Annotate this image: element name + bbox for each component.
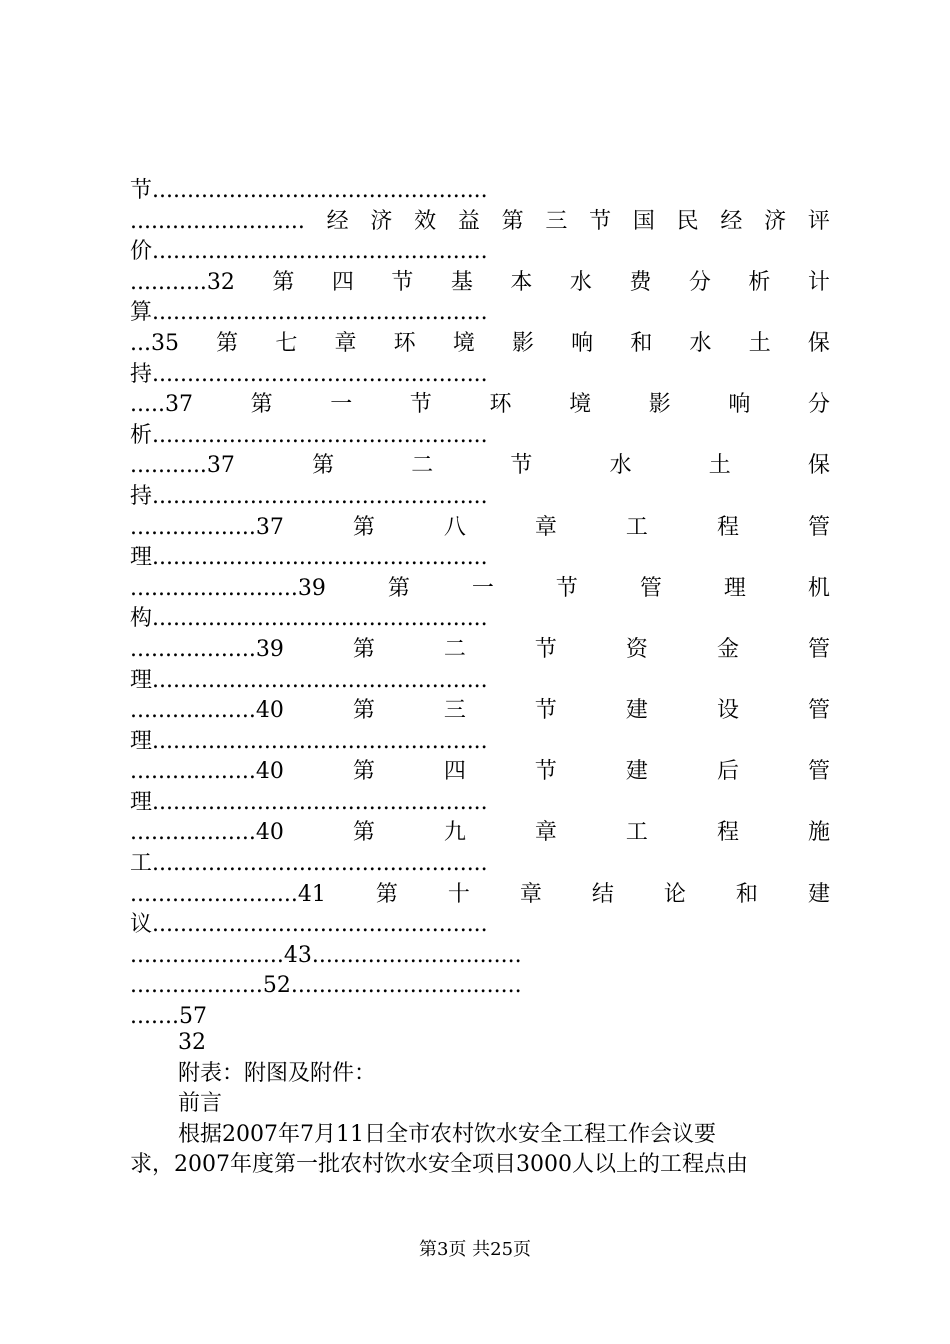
toc-line-token: ...35 bbox=[130, 330, 179, 356]
toc-line-token: 管 bbox=[807, 759, 830, 785]
toc-line-token: 章 bbox=[334, 330, 357, 356]
toc-line-token: 第 bbox=[387, 575, 410, 601]
toc-line-token: 理................................................ bbox=[130, 667, 488, 693]
toc-line-token: 章 bbox=[534, 514, 557, 540]
toc-line-token: 土 bbox=[748, 330, 771, 356]
toc-line-token: 益 bbox=[457, 208, 480, 234]
toc-line-token: 水 bbox=[689, 330, 712, 356]
toc-line-token: 第 bbox=[352, 636, 375, 662]
toc-line-token: ..................40 bbox=[130, 759, 284, 785]
toc-line-token: 四 bbox=[443, 759, 466, 785]
toc-line-token: 四 bbox=[331, 269, 354, 295]
toc-line-token: 分 bbox=[688, 269, 711, 295]
toc-line-token: 章 bbox=[519, 881, 542, 907]
toc-line bbox=[130, 482, 830, 513]
toc-line-token: 析................................................ bbox=[130, 422, 488, 448]
toc-line-token: ..................40 bbox=[130, 820, 284, 846]
toc-line-token: 理 bbox=[723, 575, 746, 601]
toc-line bbox=[130, 941, 830, 972]
toc-line-token: 析 bbox=[748, 269, 771, 295]
toc-line-token: 二 bbox=[411, 453, 434, 479]
toc-line-token: 节 bbox=[534, 636, 557, 662]
toc-line bbox=[130, 298, 830, 329]
toc-line-token: 价................................................ bbox=[130, 239, 488, 265]
toc-line-token: 第 bbox=[272, 269, 295, 295]
toc-line bbox=[130, 513, 830, 544]
toc-line bbox=[130, 818, 830, 849]
toc-line-token: 三 bbox=[545, 208, 568, 234]
toc-line-token: 理................................................ bbox=[130, 728, 488, 754]
toc-line bbox=[130, 788, 830, 819]
toc-line bbox=[130, 451, 830, 482]
toc-line-token: 施 bbox=[807, 820, 830, 846]
toc-line-token: 计 bbox=[807, 269, 830, 295]
toc-line-token: 建 bbox=[807, 881, 830, 907]
toc-line-token: 三 bbox=[443, 698, 466, 724]
toc-line-token: 民 bbox=[676, 208, 699, 234]
toc-line bbox=[130, 910, 830, 941]
toc-line-token: 国 bbox=[632, 208, 655, 234]
toc-line-token: 二 bbox=[443, 636, 466, 662]
toc-line bbox=[130, 849, 830, 880]
toc-line-token: 设 bbox=[716, 698, 739, 724]
toc-page-number: 32 bbox=[178, 1030, 206, 1055]
toc-line-token: 节 bbox=[510, 453, 533, 479]
toc-line-token: 一 bbox=[471, 575, 494, 601]
toc-line bbox=[130, 237, 830, 268]
toc-line-token: 和 bbox=[630, 330, 653, 356]
toc-line-token: 第 bbox=[216, 330, 239, 356]
toc-line-token: 影 bbox=[648, 392, 671, 418]
toc-line-token: 保 bbox=[807, 330, 830, 356]
toc-line bbox=[130, 360, 830, 391]
toc-line-token: 响 bbox=[571, 330, 594, 356]
toc-line-token: 持................................................ bbox=[130, 361, 488, 387]
toc-line-token: 建 bbox=[625, 698, 648, 724]
toc-line bbox=[130, 971, 830, 1002]
toc-line-token: ........................41 bbox=[130, 881, 326, 907]
toc-line-token: 本 bbox=[510, 269, 533, 295]
toc-line-token: 影 bbox=[512, 330, 535, 356]
toc-line-token: 环 bbox=[489, 392, 512, 418]
toc-line-token: 工................................................ bbox=[130, 851, 488, 877]
toc-line-token: 节 bbox=[534, 698, 557, 724]
toc-line-token: 工 bbox=[625, 514, 648, 540]
toc-line-token: 经 bbox=[326, 208, 349, 234]
toc-line bbox=[130, 543, 830, 574]
toc-line bbox=[130, 421, 830, 452]
table-of-contents bbox=[130, 176, 830, 1033]
toc-line-token: 理................................................ bbox=[130, 789, 488, 815]
toc-line-token: ......................43.............................. bbox=[130, 942, 522, 968]
toc-line-token: 环 bbox=[393, 330, 416, 356]
toc-line-token: 机 bbox=[807, 575, 830, 601]
toc-line-token: 程 bbox=[716, 820, 739, 846]
toc-line bbox=[130, 635, 830, 666]
toc-line-token: 理................................................ bbox=[130, 545, 488, 571]
toc-line bbox=[130, 604, 830, 635]
toc-line-token: 管 bbox=[807, 514, 830, 540]
toc-line-token: ........................39 bbox=[130, 575, 326, 601]
toc-line-token: 境 bbox=[452, 330, 475, 356]
toc-line-token: 第 bbox=[352, 514, 375, 540]
toc-line-token: 第 bbox=[375, 881, 398, 907]
toc-line-token: 第 bbox=[352, 698, 375, 724]
toc-line-token: .....37 bbox=[130, 392, 193, 418]
toc-line-token: 持................................................ bbox=[130, 483, 488, 509]
toc-line-token: 第 bbox=[312, 453, 335, 479]
toc-line-token: 八 bbox=[443, 514, 466, 540]
toc-line-token: 构................................................ bbox=[130, 606, 488, 632]
toc-line-token: 节 bbox=[391, 269, 414, 295]
toc-line-token: 资 bbox=[625, 636, 648, 662]
toc-line-token: ...........32 bbox=[130, 269, 235, 295]
toc-line bbox=[130, 757, 830, 788]
toc-line-token: 第 bbox=[352, 820, 375, 846]
toc-line-token: 第 bbox=[501, 208, 524, 234]
toc-line-token: 土 bbox=[708, 453, 731, 479]
toc-line-token: 节 bbox=[409, 392, 432, 418]
toc-line-token: 七 bbox=[275, 330, 298, 356]
toc-line-token: 济 bbox=[764, 208, 787, 234]
toc-line bbox=[130, 574, 830, 605]
toc-line bbox=[130, 880, 830, 911]
toc-line-token: 费 bbox=[629, 269, 652, 295]
toc-line-token: 保 bbox=[807, 453, 830, 479]
toc-line-token: 管 bbox=[807, 698, 830, 724]
toc-line bbox=[130, 268, 830, 299]
toc-line-token: 九 bbox=[443, 820, 466, 846]
toc-line bbox=[130, 390, 830, 421]
toc-line-token: .......57 bbox=[130, 1004, 207, 1030]
toc-line-token: ......................... bbox=[130, 208, 305, 234]
toc-line-token: 一 bbox=[330, 392, 353, 418]
toc-line-token: 评 bbox=[807, 208, 830, 234]
toc-line bbox=[130, 727, 830, 758]
toc-line-token: 结 bbox=[591, 881, 614, 907]
attachments-heading: 附表：附图及附件： bbox=[178, 1060, 377, 1086]
toc-line-token: 程 bbox=[716, 514, 739, 540]
toc-line bbox=[130, 207, 830, 238]
toc-line-token: ..................37 bbox=[130, 514, 284, 540]
toc-line-token: 议................................................ bbox=[130, 912, 488, 938]
preface-paragraph-line-2: 求，2007年度第一批农村饮水安全项目3000人以上的工程点由 bbox=[130, 1152, 748, 1178]
toc-line-token: 第 bbox=[352, 759, 375, 785]
toc-line-token: 响 bbox=[728, 392, 751, 418]
toc-line-token: 水 bbox=[609, 453, 632, 479]
toc-line-token: 论 bbox=[663, 881, 686, 907]
toc-line-token: 章 bbox=[534, 820, 557, 846]
toc-line-token: 十 bbox=[447, 881, 470, 907]
toc-line-token: 后 bbox=[716, 759, 739, 785]
toc-line bbox=[130, 666, 830, 697]
toc-line-token: 金 bbox=[716, 636, 739, 662]
preface-heading: 前言 bbox=[178, 1091, 223, 1117]
toc-line-token: 基 bbox=[450, 269, 473, 295]
page-footer: 第3页 共25页 bbox=[418, 1239, 532, 1260]
toc-line bbox=[130, 329, 830, 360]
toc-line-token: 效 bbox=[414, 208, 437, 234]
toc-line-token: 算................................................ bbox=[130, 300, 488, 326]
toc-line-token: 济 bbox=[370, 208, 393, 234]
toc-line-token: 节 bbox=[555, 575, 578, 601]
body-text bbox=[130, 1028, 830, 1181]
preface-paragraph-line-1: 根据2007年7月11日全市农村饮水安全工程工作会议要 bbox=[178, 1121, 716, 1147]
toc-line-token: 和 bbox=[735, 881, 758, 907]
toc-line-token: ...................52................................. bbox=[130, 973, 522, 999]
toc-line-token: 第 bbox=[250, 392, 273, 418]
toc-line-token: 经 bbox=[720, 208, 743, 234]
toc-line-token: ..................39 bbox=[130, 636, 284, 662]
toc-line-token: 水 bbox=[569, 269, 592, 295]
toc-line bbox=[130, 176, 830, 207]
toc-line-token: 节 bbox=[589, 208, 612, 234]
toc-line-token: ...........37 bbox=[130, 453, 235, 479]
toc-line-token: 节 bbox=[534, 759, 557, 785]
toc-line-token: ..................40 bbox=[130, 698, 284, 724]
toc-line-token: 分 bbox=[807, 392, 830, 418]
toc-line-token: 管 bbox=[807, 636, 830, 662]
toc-line bbox=[130, 696, 830, 727]
toc-line-token: 管 bbox=[639, 575, 662, 601]
toc-line-token: 境 bbox=[569, 392, 592, 418]
toc-line-token: 工 bbox=[625, 820, 648, 846]
toc-line-token: 节................................................ bbox=[130, 178, 488, 203]
toc-line-token: 建 bbox=[625, 759, 648, 785]
